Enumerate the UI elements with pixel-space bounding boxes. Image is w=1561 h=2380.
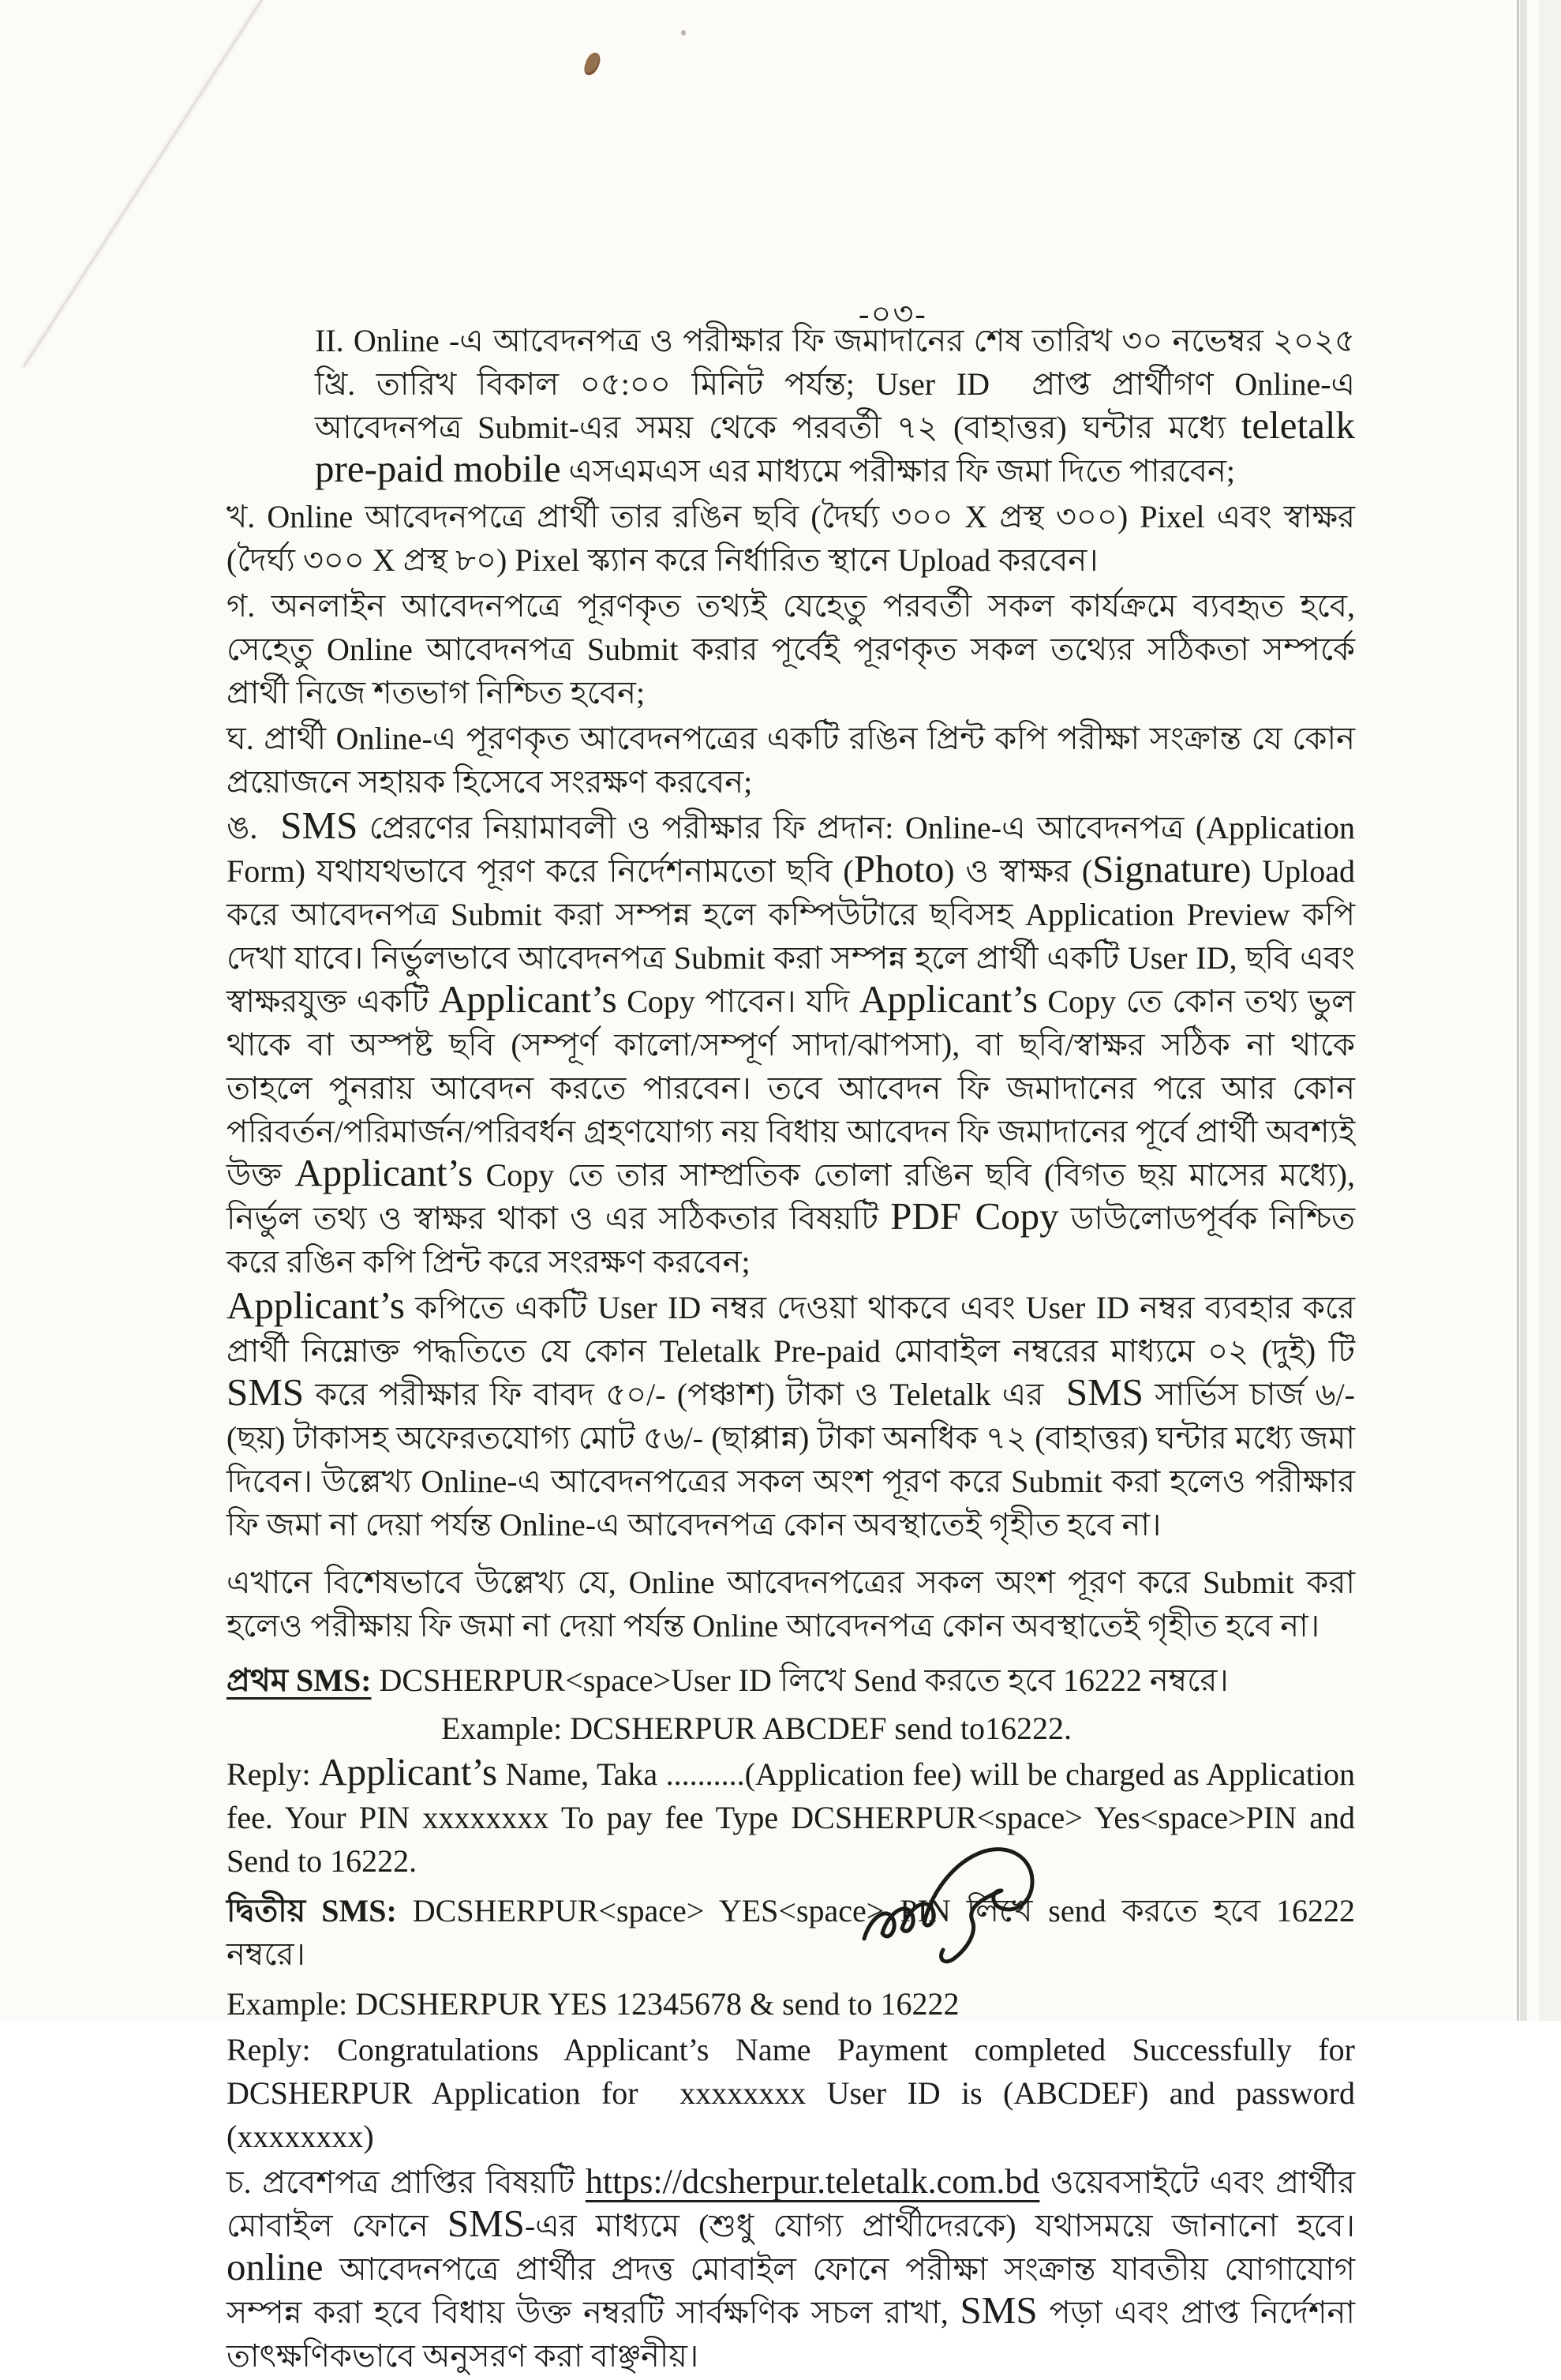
- text-run: প্রথম SMS:: [226, 1662, 372, 1698]
- text-run: ঘ. প্রার্থী Online-এ পূরণকৃত আবেদনপত্রের একটি রঙিন প্রিন্ট কপি পরীক্ষা সংক্রান্ত যে কোন প্রয়োজনে সহায়ক হিসেবে সংরক্ষণ করবেন;: [226, 721, 1363, 800]
- text-run: SMS: [447, 2202, 525, 2245]
- text-run: online: [226, 2245, 324, 2288]
- para-note: [226, 1561, 1363, 1647]
- text-run: PDF Copy: [890, 1194, 1059, 1238]
- text-run: Applicant’s: [226, 1284, 405, 1327]
- text-run: Copy পাবেন। যদি: [616, 984, 860, 1019]
- para-second-sms-example: [226, 1982, 1355, 2026]
- signature-scribble: [856, 1830, 1061, 1980]
- text-run: গ. অনলাইন আবেদনপত্রে পূরণকৃত তথ্যই যেহেতু পরবর্তী সকল কার্যক্রমে ব্যবহৃত হবে, সেহেতু Online আবেদনপত্র Submit করার পূর্বেই পূরণকৃত সকল তথ্যের সঠিকতা সম্পর্কে প্রার্থী নিজে শতভাগ নিশ্চিত হবেন;: [226, 588, 1363, 710]
- text-run: Example: DCSHERPUR YES 12345678 & send to 16222: [226, 1986, 960, 2022]
- text-run: Example: DCSHERPUR ABCDEF send to16222.: [441, 1711, 1072, 1746]
- text-run: ঙ.: [226, 810, 281, 845]
- text-run: সার্ভিস চার্জ ৬/- (ছয়) টাকাসহ অফেরতযোগ্য মোট ৫৬/- (ছাপ্পান্ন) টাকা অনধিক ৭২ (বাহাত্তর) ঘন্টার মধ্যে জমা দিবেন। উল্লেখ্য Online-এ আবেদনপত্রের সকল অংশ পূরণ করে Submit করা হলেও পরীক্ষার ফি জমা না দেয়া পর্যন্ত Online-এ আবেদনপত্র কোন অবস্থাতেই গৃহীত হবে না।: [226, 1377, 1363, 1542]
- para-applicants-copy: [226, 1284, 1363, 1546]
- scanner-edge-line: [1517, 0, 1519, 2021]
- text-run: Copy তে কোন তথ্য ভুল থাকে বা অস্পষ্ট ছবি (সম্পূর্ণ কালো/সম্পূর্ণ সাদা/ঝাপসা), বা ছবি/স্বাক্ষর সঠিক না থাকে তাহলে পুনরায় আবেদন করতে পারবেন। তবে আবেদন ফি জমাদানের পরে আর কোন পরিবর্তন/পরিমার্জন/পরিবর্ধন গ্রহণযোগ্য নয় বিধায় আবেদন ফি জমাদানের পূর্বে প্রার্থী অবশ্যই উক্ত: [226, 984, 1363, 1193]
- page-number: -০৩-: [859, 296, 927, 332]
- text-run: করে পরীক্ষার ফি বাবদ ৫০/- (পঞ্চাশ) টাকা ও Teletalk এর: [304, 1377, 1066, 1412]
- text-run: ডাউলোডপূর্বক নিশ্চিত করে রঙিন কপি প্রিন্ট করে সংরক্ষণ করবেন;: [226, 1201, 1363, 1280]
- para-kha: [226, 495, 1363, 582]
- text-run: খ. Online আবেদনপত্রে প্রার্থী তার রঙিন ছবি (দৈর্ঘ্য ৩০০ X প্রস্থ ৩০০) Pixel এবং স্বাক্ষর (দৈর্ঘ্য ৩০০ X প্রস্থ ৮০) Pixel স্ক্যান করে নির্ধারিত স্থানে Upload করবেন।: [226, 499, 1363, 578]
- text-run: চ. প্রবেশপত্র প্রাপ্তির বিষয়টি: [226, 2164, 586, 2200]
- fold-crease-line: [22, 0, 265, 368]
- text-run: Photo: [853, 847, 945, 890]
- text-run: Reply: Congratulations Applicant’s Name Payment completed Successfully for DCSHERPUR Application for xxxxxxxx User ID is (ABCDEF) and password (xxxxxxxx): [226, 2032, 1363, 2154]
- para-gha: [226, 717, 1363, 804]
- text-run: SMS: [280, 804, 358, 847]
- text-run: এখানে বিশেষভাবে উল্লেখ্য যে, Online আবেদনপত্রের সকল অংশ পূরণ করে Submit করা হলেও পরীক্ষায় ফি জমা না দেয়া পর্যন্ত Online আবেদনপত্র কোন অবস্থাতেই গৃহীত হবে না।: [226, 1565, 1363, 1644]
- text-run: আবেদনপত্রে প্রার্থীর প্রদত্ত মোবাইল ফোনে পরীক্ষা সংক্রান্ত যাবতীয় যোগাযোগ সম্পন্ন করা হবে বিধায় উক্ত নম্বরটি সার্বক্ষণিক সচল রাখা,: [226, 2251, 1363, 2330]
- paper-speck: [582, 51, 602, 77]
- text-run: Applicant’s: [859, 977, 1038, 1021]
- paper-dot: [681, 30, 686, 36]
- text-run: ওয়েবসাইটে এবং প্রার্থীর মোবাইল ফোনে: [226, 2164, 1363, 2243]
- page-right-edge: [1539, 0, 1561, 2021]
- para-second-sms: [226, 1889, 1363, 1976]
- text-run: Reply:: [226, 1756, 320, 1792]
- text-run: Applicant’s: [319, 1750, 498, 1793]
- text-run: teletalk pre-paid mobile: [315, 403, 1365, 490]
- text-run: -এর মাধ্যমে (শুধু যোগ্য প্রার্থীদেরকে) যথাসময়ে জানানো হবে।: [524, 2208, 1363, 2243]
- text-run: II. Online -এ আবেদনপত্র ও পরীক্ষার ফি জমাদানের শেষ তারিখ ৩০ নভেম্বর ২০২৫ খ্রি. তারিখ বিকাল ০৫:০০ মিনিট পর্যন্ত; User ID প্রাপ্ত প্রার্থীগণ Online-এ আবেদনপত্র Submit-এর সময় থেকে পরবর্তী ৭২ (বাহাত্তর) ঘন্টার মধ্যে: [315, 323, 1363, 445]
- text-run: ) Upload করে আবেদনপত্র Submit করা সম্পন্ন হলে কম্পিউটারে ছবিসহ Application Preview কপি দেখা যাবে। নির্ভুলভাবে আবেদনপত্র Submit করা সম্পন্ন হলে প্রার্থী একটি User ID, ছবি এবং স্বাক্ষরযুক্ত একটি: [226, 853, 1364, 1019]
- scanner-edge-shade: [1520, 0, 1527, 2021]
- para-first-sms-example: [441, 1707, 1355, 1750]
- text-run: Name, Taka ..........(Application fee) will be charged as Application fee. Your PIN xxxxxxxx To pay fee Type DCSHERPUR<space> Yes<space>PIN and Send to 16222.: [226, 1756, 1363, 1879]
- text-run: https://dcsherpur.teletalk.com.bd: [585, 2162, 1040, 2201]
- para-second-sms-reply: [226, 2028, 1363, 2158]
- text-run: Signature: [1092, 847, 1241, 890]
- text-run: ) ও স্বাক্ষর (: [944, 853, 1093, 889]
- para-first-sms: [226, 1659, 1355, 1702]
- text-run: Copy তে তার সাম্প্রতিক তোলা রঙিন ছবি (বিগত ছয় মাসের মধ্যে), নির্ভুল তথ্য ও স্বাক্ষর থাকা ও এর সঠিকতার বিষয়টি: [226, 1157, 1363, 1236]
- para-first-sms-reply: [226, 1750, 1363, 1883]
- para-uno: [226, 804, 1364, 1284]
- para-deadline: [315, 319, 1365, 493]
- text-run: এসএমএস এর মাধ্যমে পরীক্ষার ফি জমা দিতে পারবেন;: [560, 453, 1235, 489]
- text-run: Applicant’s: [438, 977, 617, 1021]
- text-run: পড়া এবং প্রাপ্ত নির্দেশনা তাৎক্ষণিকভাবে অনুসরণ করা বাঞ্ছনীয়।: [226, 2295, 1363, 2374]
- text-run: Applicant’s: [294, 1151, 474, 1194]
- document-text-block: [226, 319, 1365, 2380]
- text-run: SMS: [1065, 1370, 1144, 1414]
- text-run: DCSHERPUR<space>User ID লিখে Send করতে হবে 16222 নম্বরে।: [371, 1662, 1229, 1698]
- text-run: SMS: [226, 1370, 305, 1414]
- text-run: DCSHERPUR<space> YES<space> PIN লিখে send করতে হবে 16222 নম্বরে।: [226, 1893, 1363, 1972]
- para-cha: [226, 2161, 1363, 2378]
- text-run: প্রেরণের নিয়ামাবলী ও পরীক্ষার ফি প্রদান: Online-এ আবেদনপত্র (Application Form) যথাযথভাবে পূরণ করে নির্দেশনামতো ছবি (: [226, 810, 1364, 889]
- para-ga: [226, 584, 1363, 714]
- text-run: দ্বিতীয় SMS:: [226, 1893, 397, 1928]
- text-run: কপিতে একটি User ID নম্বর দেওয়া থাকবে এবং User ID নম্বর ব্যবহার করে প্রার্থী নিম্নোক্ত পদ্ধতিতে যে কোন Teletalk Pre-paid মোবাইল নম্বরের মাধ্যমে ০২ (দুই) টি: [226, 1290, 1363, 1369]
- text-run: SMS: [960, 2288, 1038, 2332]
